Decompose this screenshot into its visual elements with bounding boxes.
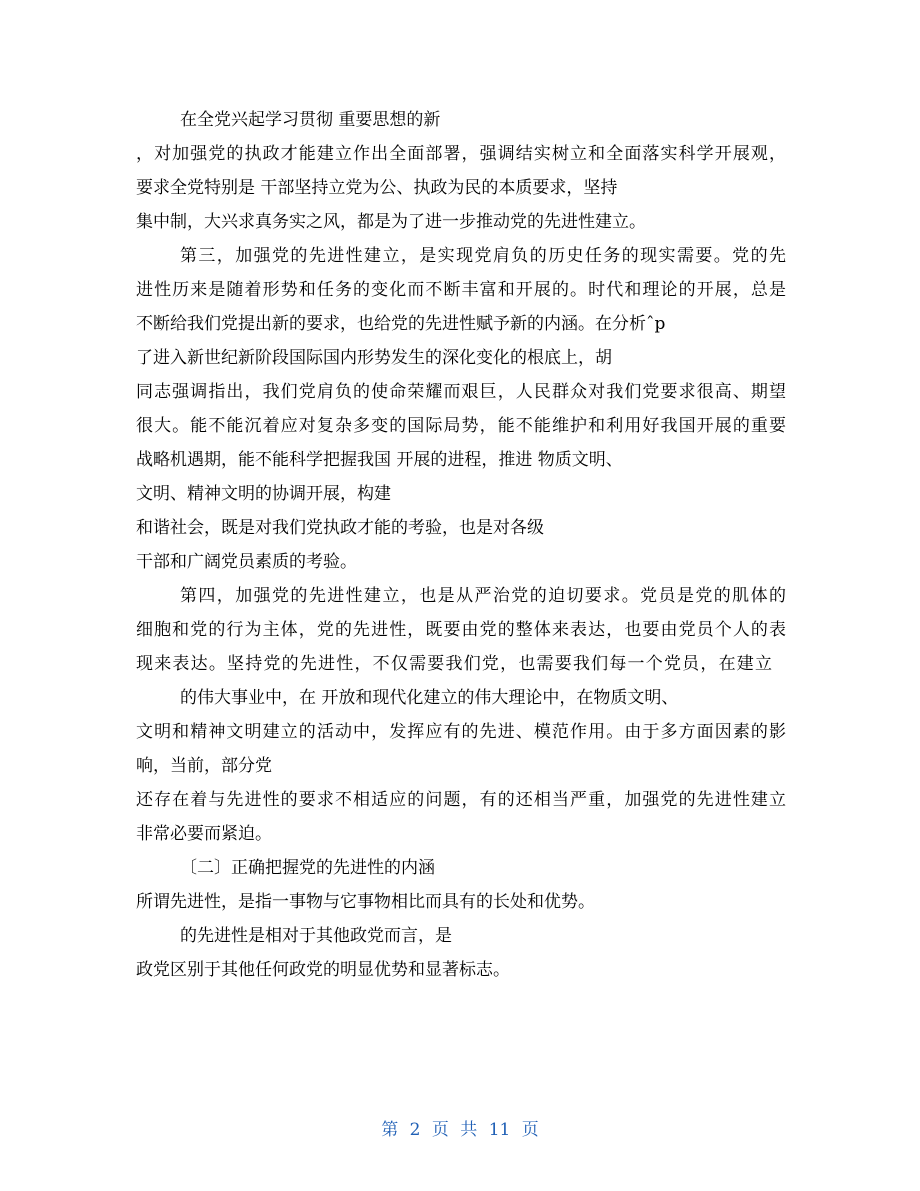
text-line-22: 非常必要而紧迫。 (136, 824, 272, 844)
text-line-1: 在全党兴起学习贯彻 重要思想的新 (180, 110, 441, 130)
text-line-5: 第三，加强党的先进性建立，是实现党肩负的历史任务的现实需要。党的先 (180, 246, 786, 266)
text-line-7: 不断给我们党提出新的要求，也给党的先进性赋予新的内涵。在分析ˆp (136, 314, 666, 334)
text-line-11: 战略机遇期，能不能科学把握我国 开展的进程，推进 物质文明、 (136, 450, 623, 470)
text-line-12: 文明、精神文明的协调开展，构建 (136, 484, 391, 504)
text-line-17: 现来表达。坚持党的先进性，不仅需要我们党，也需要我们每一个党员，在建立 (136, 654, 772, 674)
text-line-15: 第四，加强党的先进性建立，也是从严治党的迫切要求。党员是党的肌体的 (180, 586, 786, 606)
section-heading: 〔二〕正确把握党的先进性的内涵 (180, 858, 435, 878)
text-line-25: 的先进性是相对于其他政党而言，是 (180, 926, 452, 946)
text-line-20: 响，当前，部分党 (136, 756, 272, 776)
text-line-19: 文明和精神文明建立的活动中，发挥应有的先进、模范作用。由于多方面因素的影 (136, 722, 786, 742)
text-line-6: 进性历来是随着形势和任务的变化而不断丰富和开展的。时代和理论的开展，总是 (136, 280, 786, 300)
text-line-10: 很大。能不能沉着应对复杂多变的国际局势，能不能维护和利用好我国开展的重要 (136, 416, 786, 436)
text-line-3: 要求全党特别是 干部坚持立党为公、执政为民的本质要求，坚持 (136, 178, 618, 198)
text-line-13: 和谐社会，既是对我们党执政才能的考验，也是对各级 (136, 518, 544, 538)
text-line-26: 政党区别于其他任何政党的明显优势和显著标志。 (136, 960, 510, 980)
text-line-9: 同志强调指出，我们党肩负的使命荣耀而艰巨，人民群众对我们党要求很高、期望 (136, 382, 786, 402)
text-line-24: 所谓先进性，是指一事物与它事物相比而具有的长处和优势。 (136, 892, 595, 912)
text-line-21: 还存在着与先进性的要求不相适应的问题，有的还相当严重，加强党的先进性建立 (136, 790, 786, 810)
text-line-2: ，对加强党的执政才能建立作出全面部署，强调结实树立和全面落实科学开展观， (136, 144, 786, 164)
page-number-footer: 第 2 页 共 11 页 (381, 1120, 539, 1140)
text-line-14: 干部和广阔党员素质的考验。 (136, 552, 357, 572)
text-line-16: 细胞和党的行为主体，党的先进性，既要由党的整体来表达，也要由党员个人的表 (136, 620, 786, 640)
text-line-4: 集中制，大兴求真务实之风，都是为了进一步推动党的先进性建立。 (136, 212, 646, 232)
text-line-18: 的伟大事业中，在 开放和现代化建立的伟大理论中，在物质文明、 (180, 688, 679, 708)
text-line-8: 了进入新世纪新阶段国际国内形势发生的深化变化的根底上，胡 (136, 348, 612, 368)
